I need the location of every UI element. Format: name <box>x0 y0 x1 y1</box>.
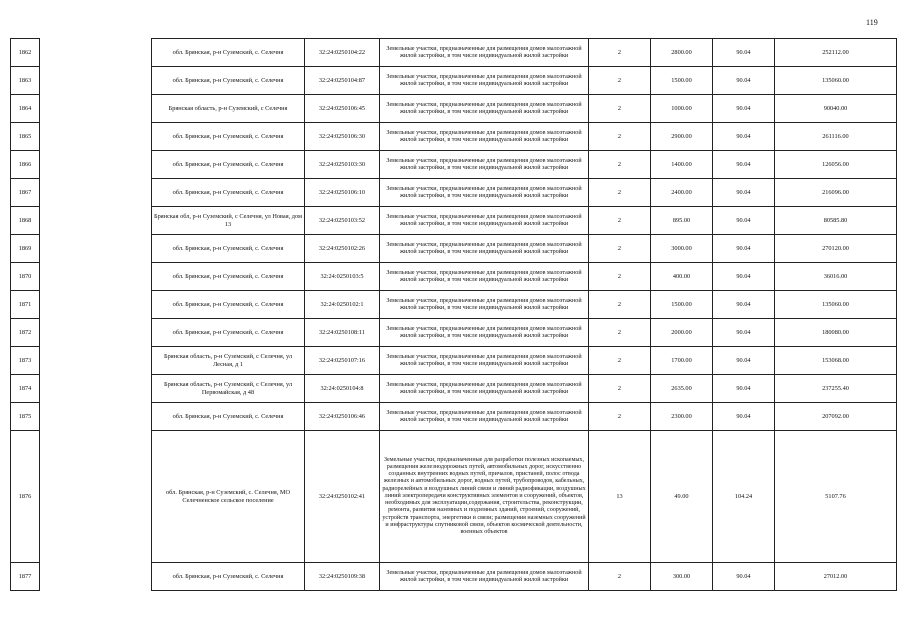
cell-address: Брянская обл, р-н Суземский, с Селечня, ул Новая, дом 13 <box>152 207 305 235</box>
cell-quantity: 2 <box>589 179 651 207</box>
cell-cadastral-number: 32:24:0250106:30 <box>305 123 380 151</box>
cell-cadastral-number: 32:24:0250102:41 <box>305 431 380 563</box>
table-row <box>11 291 897 319</box>
cell-address: обл. Брянская, р-н Суземский, с. Селечня <box>152 151 305 179</box>
cell-total: 5107.76 <box>775 431 897 563</box>
cell-rate: 90.04 <box>713 95 775 123</box>
cell-rate: 90.04 <box>713 235 775 263</box>
table-row <box>11 563 897 591</box>
cell-number: 1873 <box>11 347 40 375</box>
cell-number: 1872 <box>11 319 40 347</box>
cell-number: 1865 <box>11 123 40 151</box>
cell-quantity: 2 <box>589 207 651 235</box>
cell-purpose: Земельные участки, предназначенные для размещения домов малоэтажной жилой застройки, в том числе индивидуальной жилой застройки <box>380 151 589 179</box>
cell-total: 36016.00 <box>775 263 897 291</box>
cell-purpose: Земельные участки, предназначенные для размещения домов малоэтажной жилой застройки, в том числе индивидуальной жилой застройки <box>380 319 589 347</box>
cell-address: обл. Брянская, р-н Суземский, с. Селечня <box>152 39 305 67</box>
table-row <box>11 319 897 347</box>
cell-quantity: 2 <box>589 375 651 403</box>
cell-cadastral-number: 32:24:0250103:5 <box>305 263 380 291</box>
cell-number: 1864 <box>11 95 40 123</box>
cell-area: 3000.00 <box>651 235 713 263</box>
cell-quantity: 2 <box>589 235 651 263</box>
cell-rate: 90.04 <box>713 151 775 179</box>
cell-rate: 90.04 <box>713 403 775 431</box>
cell-total: 252112.00 <box>775 39 897 67</box>
cell-area: 895.00 <box>651 207 713 235</box>
cell-gap <box>40 347 152 375</box>
cell-cadastral-number: 32:24:0250106:45 <box>305 95 380 123</box>
cell-address: обл. Брянская, р-н Суземский, с. Селечня <box>152 563 305 591</box>
cell-number: 1874 <box>11 375 40 403</box>
cell-purpose: Земельные участки, предназначенные для размещения домов малоэтажной жилой застройки, в том числе индивидуальной жилой застройки <box>380 563 589 591</box>
cell-cadastral-number: 32:24:0250103:52 <box>305 207 380 235</box>
cell-address: обл. Брянская, р-н Суземский, с. Селечня <box>152 319 305 347</box>
cell-rate: 90.04 <box>713 319 775 347</box>
cell-gap <box>40 563 152 591</box>
cell-address: обл. Брянская, р-н Суземский, с. Селечня <box>152 179 305 207</box>
cell-purpose: Земельные участки, предназначенные для размещения домов малоэтажной жилой застройки, в том числе индивидуальной жилой застройки <box>380 263 589 291</box>
cell-quantity: 13 <box>589 431 651 563</box>
cell-quantity: 2 <box>589 319 651 347</box>
cell-area: 1000.00 <box>651 95 713 123</box>
cell-rate: 90.04 <box>713 263 775 291</box>
cell-address: обл. Брянская, р-н Суземский, с. Селечня <box>152 235 305 263</box>
cell-cadastral-number: 32:24:0250106:10 <box>305 179 380 207</box>
cell-area: 2900.00 <box>651 123 713 151</box>
cell-quantity: 2 <box>589 291 651 319</box>
cell-gap <box>40 403 152 431</box>
table-row <box>11 431 897 563</box>
cell-rate: 90.04 <box>713 67 775 95</box>
cell-quantity: 2 <box>589 39 651 67</box>
cell-area: 1500.00 <box>651 67 713 95</box>
cell-gap <box>40 207 152 235</box>
cell-gap <box>40 431 152 563</box>
cell-total: 135060.00 <box>775 291 897 319</box>
cell-total: 207092.00 <box>775 403 897 431</box>
table-row <box>11 263 897 291</box>
cell-cadastral-number: 32:24:0250106:46 <box>305 403 380 431</box>
table-row <box>11 123 897 151</box>
cell-gap <box>40 67 152 95</box>
cell-rate: 90.04 <box>713 291 775 319</box>
cell-rate: 90.04 <box>713 39 775 67</box>
cell-rate: 90.04 <box>713 207 775 235</box>
cell-purpose: Земельные участки, предназначенные для размещения домов малоэтажной жилой застройки, в том числе индивидуальной жилой застройки <box>380 39 589 67</box>
cell-rate: 104.24 <box>713 431 775 563</box>
cell-number: 1867 <box>11 179 40 207</box>
cell-cadastral-number: 32:24:0250109:38 <box>305 563 380 591</box>
cell-address: обл. Брянская, р-н Суземский, с. Селечня <box>152 67 305 95</box>
cell-quantity: 2 <box>589 123 651 151</box>
cell-area: 1700.00 <box>651 347 713 375</box>
cell-area: 400.00 <box>651 263 713 291</box>
cell-number: 1871 <box>11 291 40 319</box>
table-row <box>11 403 897 431</box>
cell-address: Брянская область, р-н Суземский, с Селечня, ул Первомайская, д 48 <box>152 375 305 403</box>
cell-quantity: 2 <box>589 67 651 95</box>
cell-quantity: 2 <box>589 347 651 375</box>
cell-quantity: 2 <box>589 403 651 431</box>
cell-area: 2000.00 <box>651 319 713 347</box>
page-number: 119 <box>866 18 878 27</box>
cell-purpose: Земельные участки, предназначенные для размещения домов малоэтажной жилой застройки, в том числе индивидуальной жилой застройки <box>380 291 589 319</box>
cell-gap <box>40 39 152 67</box>
cell-purpose: Земельные участки, предназначенные для размещения домов малоэтажной жилой застройки, в том числе индивидуальной жилой застройки <box>380 67 589 95</box>
cell-purpose: Земельные участки, предназначенные для размещения домов малоэтажной жилой застройки, в том числе индивидуальной жилой застройки <box>380 95 589 123</box>
cell-purpose: Земельные участки, предназначенные для разработки полезных ископаемых, размещения железнодорожных путей, автомобильных дорог, искусственно созданных внутренних водных путей, причалов, пристаней, полос отвода железных и автомобильных дорог, водных путей, трубопроводов, кабельных, радиорелейных и воздушных линий связи и линий радиофикации, воздушных линий электропередачи конструктивных элементов и сооружений, объектов, необходимых для эксплуатации,содержания, строительства, реконструкции, ремонта, развития наземных и подземных зданий, строений, сооружений, устройств транспорта, энергетики и связи; размещения наземных сооружений и инфраструктуры спутниковой связи, объектов космической деятельности, военных объектов <box>380 431 589 563</box>
table-body <box>11 39 897 591</box>
cell-gap <box>40 375 152 403</box>
cell-address: Брянская область, р-н Суземский, с Селечня <box>152 95 305 123</box>
cell-number: 1877 <box>11 563 40 591</box>
cell-number: 1862 <box>11 39 40 67</box>
cell-total: 180080.00 <box>775 319 897 347</box>
cell-address: обл. Брянская, р-н Суземский, с. Селечня, МО Селечненское сельское поселение <box>152 431 305 563</box>
land-registry-table <box>10 38 897 591</box>
cell-number: 1869 <box>11 235 40 263</box>
cell-gap <box>40 151 152 179</box>
cell-total: 237255.40 <box>775 375 897 403</box>
cell-purpose: Земельные участки, предназначенные для размещения домов малоэтажной жилой застройки, в том числе индивидуальной жилой застройки <box>380 207 589 235</box>
cell-number: 1866 <box>11 151 40 179</box>
cell-gap <box>40 235 152 263</box>
cell-gap <box>40 179 152 207</box>
cell-purpose: Земельные участки, предназначенные для размещения домов малоэтажной жилой застройки, в том числе индивидуальной жилой застройки <box>380 235 589 263</box>
cell-cadastral-number: 32:24:0250102:26 <box>305 235 380 263</box>
table-row <box>11 67 897 95</box>
cell-number: 1876 <box>11 431 40 563</box>
cell-rate: 90.04 <box>713 179 775 207</box>
cell-rate: 90.04 <box>713 123 775 151</box>
cell-gap <box>40 123 152 151</box>
cell-total: 270120.00 <box>775 235 897 263</box>
cell-quantity: 2 <box>589 263 651 291</box>
cell-purpose: Земельные участки, предназначенные для размещения домов малоэтажной жилой застройки, в том числе индивидуальной жилой застройки <box>380 403 589 431</box>
cell-total: 153068.00 <box>775 347 897 375</box>
cell-quantity: 2 <box>589 95 651 123</box>
cell-total: 27012.00 <box>775 563 897 591</box>
cell-address: обл. Брянская, р-н Суземский, с. Селечня <box>152 263 305 291</box>
cell-total: 135060.00 <box>775 67 897 95</box>
cell-address: обл. Брянская, р-н Суземский, с. Селечня <box>152 291 305 319</box>
cell-area: 2300.00 <box>651 403 713 431</box>
cell-purpose: Земельные участки, предназначенные для размещения домов малоэтажной жилой застройки, в том числе индивидуальной жилой застройки <box>380 123 589 151</box>
cell-area: 1500.00 <box>651 291 713 319</box>
table-row <box>11 39 897 67</box>
cell-total: 261116.00 <box>775 123 897 151</box>
cell-rate: 90.04 <box>713 347 775 375</box>
cell-address: обл. Брянская, р-н Суземский, с. Селечня <box>152 123 305 151</box>
table-row <box>11 179 897 207</box>
cell-quantity: 2 <box>589 151 651 179</box>
cell-cadastral-number: 32:24:0250102:1 <box>305 291 380 319</box>
table-row <box>11 151 897 179</box>
cell-purpose: Земельные участки, предназначенные для размещения домов малоэтажной жилой застройки, в том числе индивидуальной жилой застройки <box>380 347 589 375</box>
cell-total: 126056.00 <box>775 151 897 179</box>
cell-gap <box>40 319 152 347</box>
cell-area: 2400.00 <box>651 179 713 207</box>
cell-cadastral-number: 32:24:0250107:16 <box>305 347 380 375</box>
cell-number: 1875 <box>11 403 40 431</box>
cell-total: 80585.80 <box>775 207 897 235</box>
cell-number: 1868 <box>11 207 40 235</box>
cell-number: 1863 <box>11 67 40 95</box>
table-row <box>11 207 897 235</box>
cell-quantity: 2 <box>589 563 651 591</box>
cell-gap <box>40 95 152 123</box>
table-row <box>11 375 897 403</box>
cell-address: обл. Брянская, р-н Суземский, с. Селечня <box>152 403 305 431</box>
cell-area: 49.00 <box>651 431 713 563</box>
cell-rate: 90.04 <box>713 375 775 403</box>
cell-purpose: Земельные участки, предназначенные для размещения домов малоэтажной жилой застройки, в том числе индивидуальной жилой застройки <box>380 179 589 207</box>
table-row <box>11 95 897 123</box>
cell-cadastral-number: 32:24:0250103:30 <box>305 151 380 179</box>
cell-area: 2635.00 <box>651 375 713 403</box>
cell-cadastral-number: 32:24:0250108:11 <box>305 319 380 347</box>
cell-total: 216096.00 <box>775 179 897 207</box>
cell-cadastral-number: 32:24:0250104:22 <box>305 39 380 67</box>
cell-address: Брянская область, р-н Суземский, с Селечня, ул Лесная, д 1 <box>152 347 305 375</box>
cell-rate: 90.04 <box>713 563 775 591</box>
cell-area: 2800.00 <box>651 39 713 67</box>
cell-total: 90040.00 <box>775 95 897 123</box>
cell-gap <box>40 291 152 319</box>
table-row <box>11 235 897 263</box>
cell-cadastral-number: 32:24:0250104:87 <box>305 67 380 95</box>
cell-area: 300.00 <box>651 563 713 591</box>
cell-purpose: Земельные участки, предназначенные для размещения домов малоэтажной жилой застройки, в том числе индивидуальной жилой застройки <box>380 375 589 403</box>
cell-gap <box>40 263 152 291</box>
cell-area: 1400.00 <box>651 151 713 179</box>
table-row <box>11 347 897 375</box>
cell-number: 1870 <box>11 263 40 291</box>
cell-cadastral-number: 32:24:0250104:8 <box>305 375 380 403</box>
